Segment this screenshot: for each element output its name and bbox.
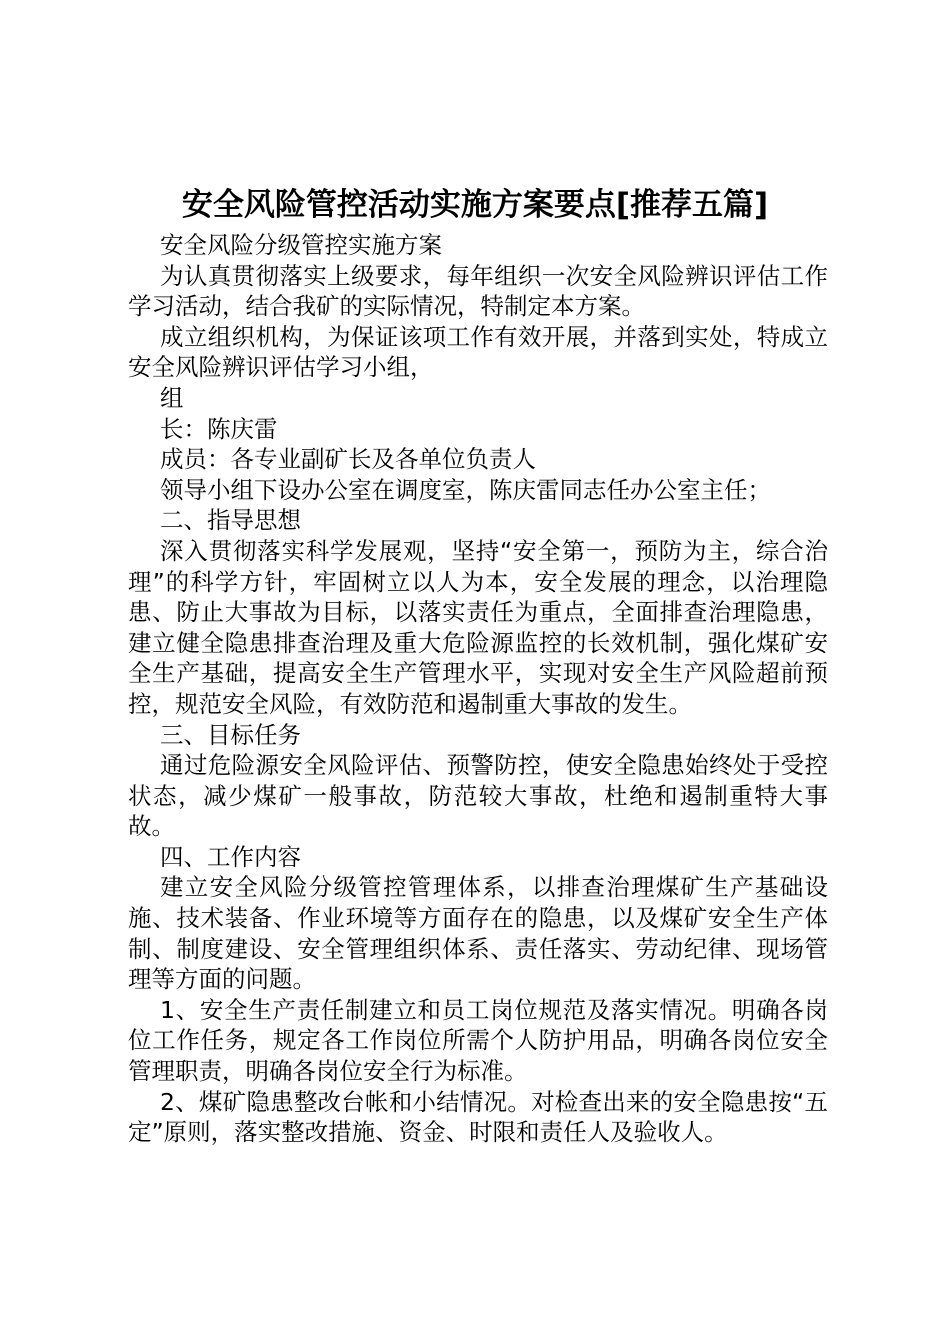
paragraph-item-1: 1、安全生产责任制建立和员工岗位规范及落实情况。明确各岗位工作任务，规定各工作岗位所需个人防护用品，明确各岗位安全管理职责，明确各岗位安全行为标准。: [128, 995, 828, 1086]
paragraph-organization: 成立组织机构，为保证该项工作有效开展，并落到实处，特成立安全风险辨识评估学习小组，: [128, 322, 828, 382]
document-body: [128, 230, 828, 1148]
paragraph-office: 领导小组下设办公室在调度室，陈庆雷同志任办公室主任；: [160, 475, 771, 504]
paragraph-members: 成员：各专业副矿长及各单位负责人: [160, 445, 536, 474]
section-heading-goals: 三、目标任务: [160, 720, 301, 749]
paragraph-leader: 长：陈庆雷: [160, 414, 278, 443]
section-heading-work-content: 四、工作内容: [160, 842, 301, 871]
paragraph-group: 组: [160, 383, 184, 412]
paragraph-goals: 通过危险源安全风险评估、预警防控，使安全隐患始终处于受控状态，减少煤矿一般事故，防范较大事故，杜绝和遏制重特大事故。: [128, 751, 828, 841]
section-heading-guiding-ideology: 二、指导思想: [160, 506, 301, 535]
paragraph-item-2: 2、煤矿隐患整改台帐和小结情况。对检查出来的安全隐患按“五定”原则，落实整改措施、资金、时限和责任人及验收人。: [128, 1087, 828, 1147]
paragraph-heading-plan: 安全风险分级管控实施方案: [160, 231, 442, 259]
document-title: 安全风险管控活动实施方案要点[推荐五篇]: [181, 187, 769, 223]
paragraph-intro: 为认真贯彻落实上级要求，每年组织一次安全风险辨识评估工作学习活动，结合我矿的实际情况，特制定本方案。: [128, 261, 828, 321]
paragraph-guiding-ideology: 深入贯彻落实科学发展观，坚持“安全第一，预防为主，综合治理”的科学方针，牢固树立以人为本，安全发展的理念，以治理隐患、防止大事故为目标，以落实责任为重点，全面排查治理隐患，建立健全隐患排查治理及重大危险源监控的长效机制，强化煤矿安全生产基础，提高安全生产管理水平，实现对安全生产风险超前预控，规范安全风险，有效防范和遏制重大事故的发生。: [128, 536, 828, 718]
paragraph-work-content: 建立安全风险分级管控管理体系，以排查治理煤矿生产基础设施、技术装备、作业环境等方面存在的隐患，以及煤矿安全生产体制、制度建设、安全管理组织体系、责任落实、劳动纪律、现场管理等方面的问题。: [128, 873, 828, 994]
